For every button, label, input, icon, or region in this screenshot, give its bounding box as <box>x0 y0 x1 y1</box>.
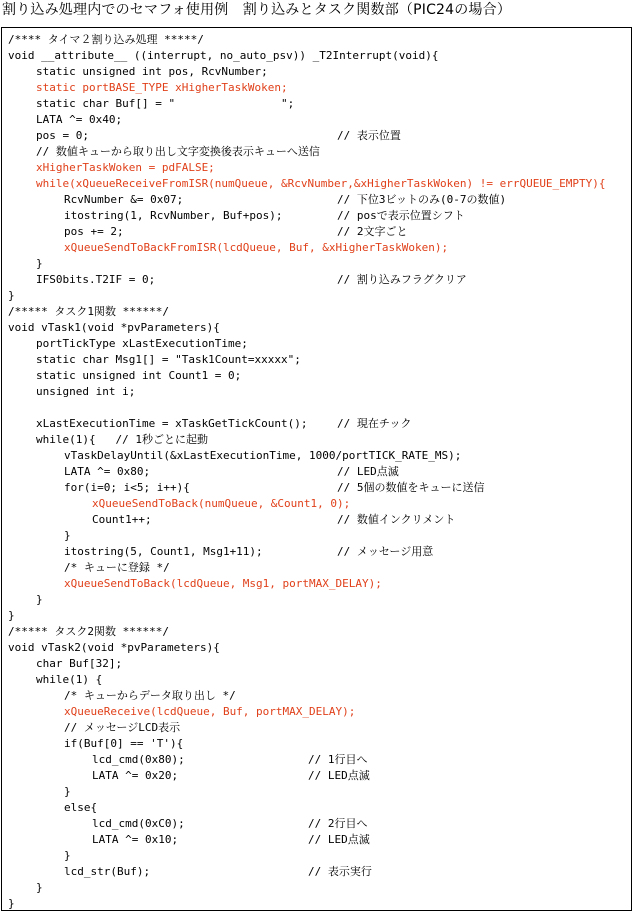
code-text: xQueueSendToBack(numQueue, &Count1, 0); <box>92 497 351 510</box>
code-line <box>8 784 629 800</box>
code-line <box>8 864 629 880</box>
code-text: } <box>8 609 15 622</box>
code-line <box>8 336 629 352</box>
code-line <box>8 752 629 768</box>
code-line <box>8 576 629 592</box>
code-line <box>8 592 629 608</box>
code-text: pos += 2; <box>64 225 124 238</box>
code-text: Count1++; <box>92 513 152 526</box>
code-line <box>8 672 629 688</box>
code-text: RcvNumber &= 0x07; <box>64 193 184 206</box>
code-text: for(i=0; i<5; i++){ <box>64 481 190 494</box>
code-line <box>8 80 629 96</box>
code-line <box>8 640 629 656</box>
code-text: while(1) { <box>36 673 103 686</box>
code-text: else{ <box>64 801 98 814</box>
code-line <box>8 240 629 256</box>
code-text: xQueueSendToBack(lcdQueue, Msg1, portMAX_DELAY); <box>64 577 382 590</box>
code-line <box>8 832 629 848</box>
code-line <box>8 64 629 80</box>
code-line <box>8 432 629 448</box>
code-line <box>8 384 629 400</box>
code-comment: // LED点滅 <box>308 833 370 846</box>
code-line <box>8 416 629 432</box>
code-line <box>8 160 629 176</box>
code-line <box>8 272 629 288</box>
code-comment: // 表示実行 <box>308 865 372 878</box>
code-text: static unsigned int Count1 = 0; <box>36 369 242 382</box>
code-text: itostring(1, RcvNumber, Buf+pos); <box>64 209 283 222</box>
code-line <box>8 736 629 752</box>
code-text: lcd_cmd(0xC0); <box>92 817 185 830</box>
code-line <box>8 544 629 560</box>
code-line <box>8 224 629 240</box>
code-text: /* キューからデータ取り出し */ <box>64 689 236 702</box>
code-line <box>8 96 629 112</box>
code-text: portTickType xLastExecutionTime; <box>36 337 248 350</box>
code-line <box>8 176 629 192</box>
code-text: void __attribute__ ((interrupt, no_auto_psv)) _T2Interrupt(void){ <box>8 49 439 62</box>
code-text: void vTask1(void *pvParameters){ <box>8 321 220 334</box>
code-text: /* キューに登録 */ <box>64 561 170 574</box>
code-text: pos = 0; <box>36 129 89 142</box>
code-line <box>8 816 629 832</box>
code-line <box>8 800 629 816</box>
code-comment: // 2行目へ <box>308 817 368 830</box>
code-line <box>8 560 629 576</box>
code-text: } <box>64 529 71 542</box>
code-line <box>8 896 629 912</box>
code-line <box>8 480 629 496</box>
code-line <box>8 32 629 48</box>
code-text: // メッセージLCD表示 <box>64 721 181 734</box>
code-comment: // 1行目へ <box>308 753 368 766</box>
code-comment: // 下位3ビットのみ(0-7の数値) <box>337 193 507 206</box>
code-line <box>8 720 629 736</box>
code-line <box>8 688 629 704</box>
code-text: static unsigned int pos, RcvNumber; <box>36 65 268 78</box>
code-line <box>8 608 629 624</box>
code-text: IFS0bits.T2IF = 0; <box>36 273 156 286</box>
code-text: char Buf[32]; <box>36 657 123 670</box>
code-line <box>8 288 629 304</box>
code-line <box>8 192 629 208</box>
code-comment: // 表示位置 <box>337 129 401 142</box>
code-comment: // LED点滅 <box>308 769 370 782</box>
code-text: xQueueSendToBackFromISR(lcdQueue, Buf, &xHigherTaskWoken); <box>64 241 449 254</box>
code-line <box>8 256 629 272</box>
code-line <box>8 304 629 320</box>
code-block <box>8 32 629 912</box>
code-text: xLastExecutionTime = xTaskGetTickCount(); <box>36 417 308 430</box>
code-line <box>8 144 629 160</box>
code-text: LATA ^= 0x20; <box>92 769 179 782</box>
code-text: itostring(5, Count1, Msg1+11); <box>64 545 263 558</box>
code-text: xHigherTaskWoken = pdFALSE; <box>36 161 215 174</box>
code-text: /***** タスク1関数 ******/ <box>8 305 169 318</box>
code-line <box>8 208 629 224</box>
code-line <box>8 128 629 144</box>
code-line <box>8 512 629 528</box>
code-text: } <box>36 593 43 606</box>
code-text: } <box>36 257 43 270</box>
code-text: void vTask2(void *pvParameters){ <box>8 641 220 654</box>
code-line <box>8 704 629 720</box>
code-line <box>8 464 629 480</box>
code-comment: // メッセージ用意 <box>337 545 434 558</box>
code-line <box>8 880 629 896</box>
code-comment: // 割り込みフラグクリア <box>337 273 467 286</box>
code-text: static portBASE_TYPE xHigherTaskWoken; <box>36 81 288 94</box>
code-text: } <box>36 881 43 894</box>
code-line <box>8 656 629 672</box>
code-line <box>8 368 629 384</box>
code-text: LATA ^= 0x80; <box>64 465 151 478</box>
code-text: } <box>8 897 15 910</box>
code-text: LATA ^= 0x40; <box>36 113 123 126</box>
code-listing <box>1 27 632 911</box>
code-comment: // LED点滅 <box>337 465 399 478</box>
code-text: /**** タイマ２割り込み処理 *****/ <box>8 33 204 46</box>
code-line <box>8 48 629 64</box>
code-text: xQueueReceive(lcdQueue, Buf, portMAX_DELAY); <box>64 705 356 718</box>
code-text: while(xQueueReceiveFromISR(numQueue, &RcvNumber,&xHigherTaskWoken) != errQUEUE_EMPTY){ <box>36 177 606 190</box>
code-line <box>8 352 629 368</box>
code-text: lcd_str(Buf); <box>64 865 151 878</box>
code-line <box>8 848 629 864</box>
code-line <box>8 496 629 512</box>
code-text: static char Buf[] = " "; <box>36 97 295 110</box>
code-line <box>8 320 629 336</box>
code-line <box>8 624 629 640</box>
code-line <box>8 448 629 464</box>
code-text: while(1){ // 1秒ごとに起動 <box>36 433 208 446</box>
code-text: } <box>64 849 71 862</box>
code-line <box>8 528 629 544</box>
code-text: vTaskDelayUntil(&xLastExecutionTime, 1000/portTICK_RATE_MS); <box>64 449 462 462</box>
code-line <box>8 400 629 416</box>
code-text: } <box>64 785 71 798</box>
code-text: if(Buf[0] == 'T'){ <box>64 737 184 750</box>
code-text: // 数値キューから取り出し文字変換後表示キューへ送信 <box>36 145 320 158</box>
code-comment: // posで表示位置シフト <box>337 209 465 222</box>
page-title: 割り込み処理内でのセマフォ使用例 割り込みとタスク関数部（PIC24の場合） <box>2 2 512 18</box>
code-text: unsigned int i; <box>36 385 136 398</box>
code-comment: // 2文字ごと <box>337 225 408 238</box>
code-comment: // 5個の数値をキューに送信 <box>337 481 485 494</box>
code-text: static char Msg1[] = "Task1Count=xxxxx"; <box>36 353 301 366</box>
code-text: /***** タスク2関数 ******/ <box>8 625 169 638</box>
code-text: LATA ^= 0x10; <box>92 833 179 846</box>
code-comment: // 数値インクリメント <box>337 513 456 526</box>
code-line <box>8 768 629 784</box>
code-comment: // 現在チック <box>337 417 412 430</box>
code-line <box>8 112 629 128</box>
code-text: } <box>8 289 15 302</box>
code-text: lcd_cmd(0x80); <box>92 753 185 766</box>
